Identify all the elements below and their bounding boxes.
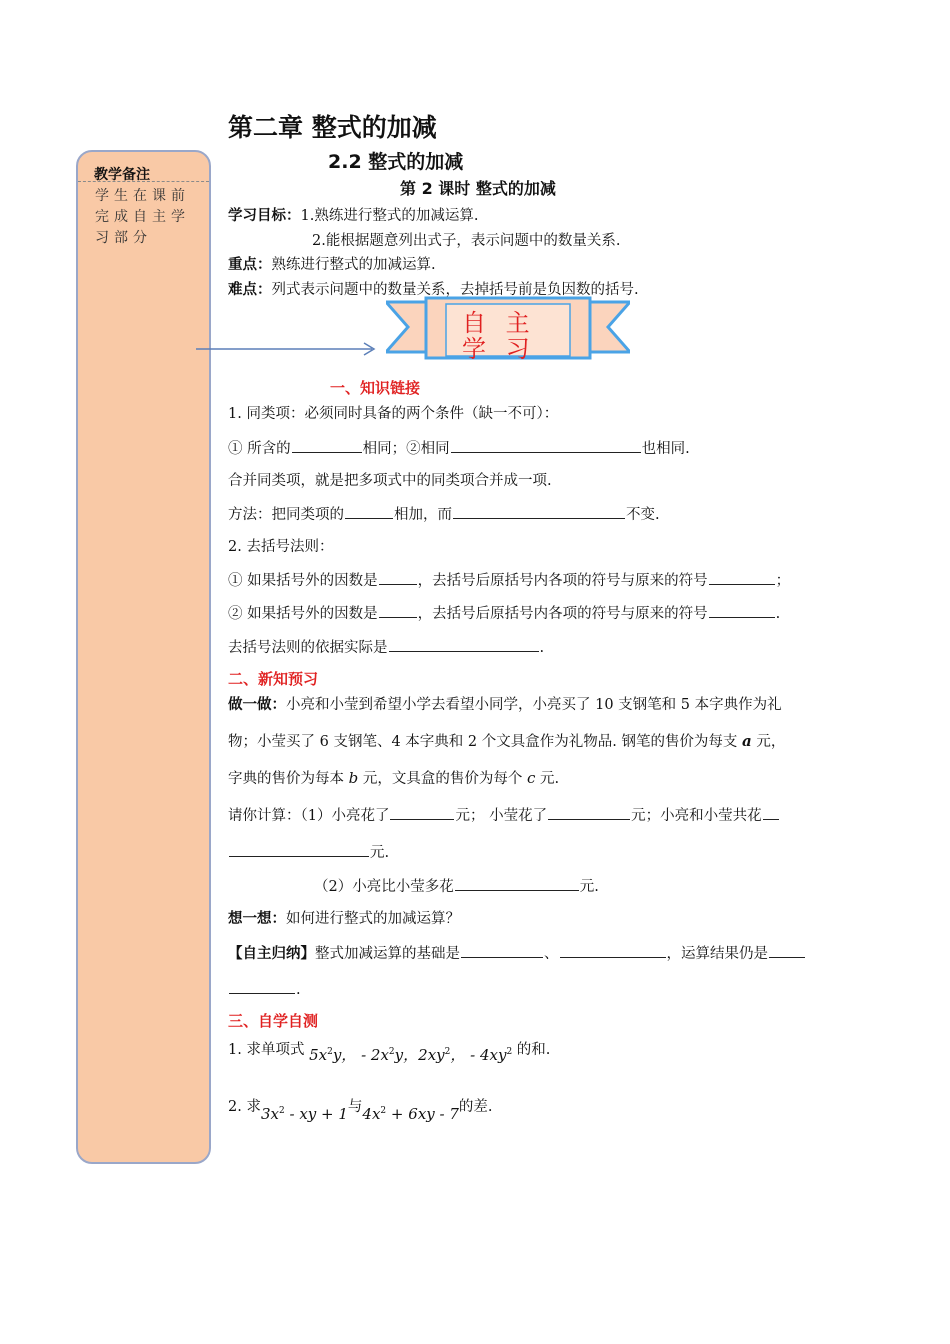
section-title: 2.2 整式的加减 — [328, 151, 464, 173]
text-segment: 2. 求 — [228, 1099, 261, 1115]
key-point-label: 重点： — [228, 256, 272, 273]
text-segment: 、 — [544, 946, 559, 962]
part2-summary — [228, 941, 806, 963]
answer-blank[interactable] — [451, 436, 641, 453]
text-segment: 小亮和小莹到希望小学去看望小同学，小亮买了 10 支钢笔和 5 本字典作为礼 — [286, 697, 782, 713]
text-segment: 元. — [579, 879, 599, 895]
teaching-notes-text: 学生在课前完成自主学习部分 — [95, 188, 190, 246]
objective-1: 1.熟练进行整式的加减运算. — [300, 208, 479, 224]
key-point-text: 熟练进行整式的加减运算. — [271, 257, 436, 273]
text-segment: . — [775, 606, 781, 622]
text-segment: 也相同. — [641, 441, 690, 457]
part1-method — [228, 502, 660, 524]
text-segment: 的和. — [516, 1042, 551, 1058]
part2-think — [228, 907, 460, 928]
difficulty-text: 列式表示问题中的数量关系，去掉括号前是负因数的括号. — [271, 282, 639, 298]
answer-blank[interactable] — [390, 803, 454, 820]
text-segment: ① 如果括号外的因数是 — [228, 573, 378, 589]
text-segment: ，运算结果仍是 — [666, 946, 768, 962]
part1-heading: 一、知识链接 — [330, 379, 421, 397]
answer-blank[interactable] — [379, 568, 417, 585]
summary-label: 【自主归纳】 — [228, 945, 315, 962]
difficulty-label: 难点： — [228, 281, 272, 298]
text-segment: 元. — [535, 771, 560, 787]
answer-blank[interactable] — [379, 601, 417, 618]
polynomial-2: $4x^2 + 6xy - 7$ — [362, 1105, 459, 1123]
teaching-notes-title: 教学备注 — [94, 167, 150, 183]
text-segment: 元， — [751, 734, 786, 750]
text-segment: 如何进行整式的加减运算？ — [286, 911, 460, 927]
answer-blank[interactable] — [389, 635, 539, 652]
part2-calc-2 — [314, 874, 599, 896]
part3-heading: 三、自学自测 — [228, 1012, 319, 1030]
teaching-notes-panel — [76, 150, 211, 1164]
part3-q2 — [228, 1095, 493, 1123]
arrow-icon — [196, 341, 380, 357]
text-segment: （2）小亮比小莹多花 — [314, 879, 454, 895]
text-segment: 去括号法则的依据实际是 — [228, 640, 388, 656]
part1-q1-conditions — [228, 436, 690, 458]
text-segment: 相加，而 — [394, 507, 452, 523]
objective-2: 2.能根据题意列出式子，表示问题中的数量关系. — [312, 233, 621, 249]
part1-q2: 2. 去括号法则： — [228, 539, 334, 555]
objectives-label: 学习目标： — [228, 207, 301, 224]
teaching-notes-divider — [78, 181, 209, 182]
polynomial-1: $3x^2$ - xy + 1 — [260, 1105, 348, 1123]
text-segment: 元. — [370, 845, 390, 861]
text-segment: 请你计算：（1）小亮花了 — [228, 808, 390, 824]
chapter-title: 第二章 整式的加减 — [228, 113, 437, 142]
banner-text: 自 主 学 习 — [462, 309, 536, 363]
part2-heading: 二、新知预习 — [228, 670, 319, 688]
answer-blank[interactable] — [709, 568, 775, 585]
text-segment: 元，文具盒的售价为每个 — [358, 771, 527, 787]
answer-blank[interactable] — [461, 941, 543, 958]
answer-blank[interactable] — [763, 803, 779, 820]
part1-basis — [228, 635, 544, 657]
text-segment: 相同；②相同 — [362, 441, 450, 457]
monomial-list: $5x^2y$， - $2x^2y$，$2xy^2$， - $4xy^2$ — [309, 1046, 513, 1064]
part2-do-line-2 — [228, 730, 785, 751]
text-segment: ① 所含的 — [228, 441, 291, 457]
objectives-line-1 — [228, 204, 478, 225]
answer-blank[interactable] — [548, 803, 630, 820]
answer-blank[interactable] — [453, 502, 625, 519]
answer-blank[interactable] — [709, 601, 775, 618]
part1-merge: 合并同类项，就是把多项式中的同类项合并成一项. — [228, 473, 552, 489]
text-segment: 元；小亮和小莹共花 — [631, 808, 762, 824]
answer-blank[interactable] — [229, 977, 295, 994]
variable-a: a — [742, 732, 752, 750]
text-segment: 与 — [347, 1099, 363, 1115]
text-segment: ； — [775, 573, 791, 589]
part1-rule-1 — [228, 568, 790, 590]
text-segment: ，去括号后原括号内各项的符号与原来的符号 — [417, 606, 708, 622]
part2-do-line-3 — [228, 767, 559, 788]
text-segment: 元； 小莹花了 — [455, 808, 548, 824]
answer-blank[interactable] — [229, 840, 369, 857]
answer-blank[interactable] — [769, 941, 805, 958]
do-label: 做一做： — [228, 696, 286, 713]
text-segment: . — [296, 982, 301, 998]
text-segment: . — [539, 640, 545, 656]
text-segment: 物；小莹买了 6 支钢笔、4 本字典和 2 个文具盒作为礼物品. 钢笔的售价为每支 — [228, 734, 743, 750]
answer-blank[interactable] — [292, 436, 362, 453]
text-segment: ② 如果括号外的因数是 — [228, 606, 378, 622]
text-segment: 不变. — [626, 507, 660, 523]
text-segment: 方法：把同类项的 — [228, 507, 344, 523]
part2-calc-1-cont — [228, 840, 389, 862]
answer-blank[interactable] — [560, 941, 666, 958]
text-segment: 的差. — [458, 1099, 493, 1115]
think-label: 想一想： — [228, 910, 286, 927]
text-segment: 整式加减运算的基础是 — [315, 946, 460, 962]
text-segment: 字典的售价为每本 — [228, 771, 349, 787]
key-point-line — [228, 253, 436, 274]
part3-q1 — [228, 1038, 551, 1064]
text-segment: ，去括号后原括号内各项的符号与原来的符号 — [417, 573, 708, 589]
answer-blank[interactable] — [345, 502, 393, 519]
part2-calc-1 — [228, 803, 780, 825]
text-segment: 1. 求单项式 — [228, 1042, 305, 1058]
part2-do-line-1 — [228, 693, 782, 714]
part2-summary-cont — [228, 977, 301, 998]
part1-rule-2 — [228, 601, 780, 623]
answer-blank[interactable] — [455, 874, 579, 891]
variable-c: c — [526, 769, 536, 787]
variable-b: b — [348, 769, 359, 787]
part1-q1: 1. 同类项：必须同时具备的两个条件（缺一不可）： — [228, 406, 559, 422]
lesson-title: 第 2 课时 整式的加减 — [400, 179, 556, 198]
